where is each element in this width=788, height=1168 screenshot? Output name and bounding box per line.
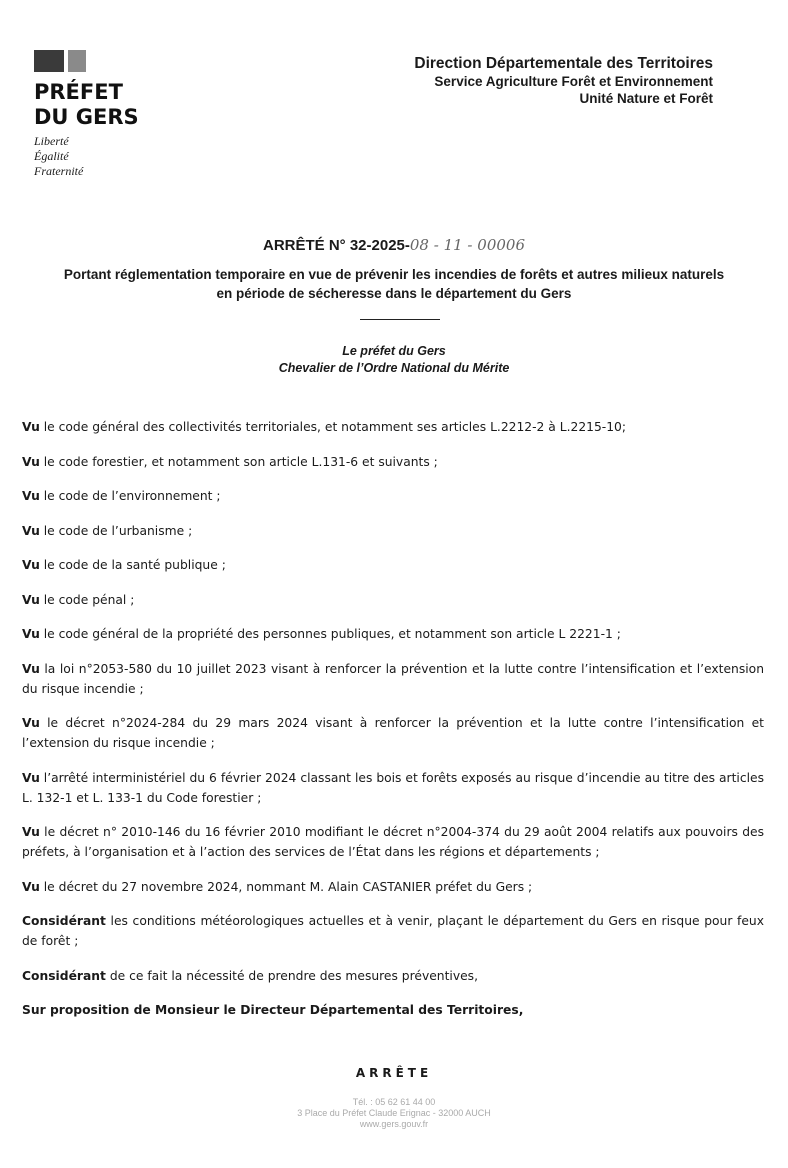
footer-address: 3 Place du Préfet Claude Erignac - 32000 AUCH xyxy=(297,1108,491,1118)
marianne-logo-icon xyxy=(34,50,139,72)
visa-paragraph xyxy=(22,624,764,644)
visa-paragraph xyxy=(22,877,764,897)
footer xyxy=(0,1097,788,1130)
motto-line: Fraternité xyxy=(34,164,84,178)
motto xyxy=(34,134,139,179)
paragraph-lead: Considérant xyxy=(22,968,106,983)
service: Service Agriculture Forêt et Environnement xyxy=(434,74,713,89)
paragraph-text: le code de l’environnement ; xyxy=(39,489,221,503)
paragraph-lead: Vu xyxy=(22,454,40,469)
paragraph-text: le décret n° 2010-146 du 16 février 2010 modifiant le décret n°2004-374 du 29 août 2004 relatifs aux pouvoirs des préfets, à l’organisation et à l’action des services de l’État dans les régions et départements ; xyxy=(22,825,764,859)
footer-website[interactable]: www.gers.gouv.fr xyxy=(359,1119,429,1129)
paragraph-lead: Vu xyxy=(22,716,40,730)
paragraph-lead: Vu xyxy=(22,523,40,538)
visas xyxy=(22,417,764,1035)
paragraph-lead: Vu xyxy=(22,592,40,607)
decree-title xyxy=(0,236,788,254)
paragraph-text: les conditions météorologiques actuelles et à venir, plaçant le département du Gers en risque pour feux de forêt ; xyxy=(22,914,764,948)
paragraph-lead: Vu xyxy=(22,489,40,503)
prefet-heading xyxy=(0,343,788,377)
paragraph-text: le décret du 27 novembre 2024, nommant M. Alain CASTANIER préfet du Gers ; xyxy=(39,879,533,894)
paragraph-text: le code général de la propriété des personnes publiques, et notamment son article L 2221-1 ; xyxy=(39,627,621,641)
visa-paragraph xyxy=(22,486,764,506)
paragraph-lead: Sur proposition de Monsieur le Directeur Départemental des Territoires, xyxy=(22,1003,524,1017)
paragraph-text: le code de la santé publique ; xyxy=(39,558,226,572)
prefet-name: Le préfet du Gers xyxy=(342,344,446,358)
handwritten-number: 08 - 11 - 00006 xyxy=(409,236,525,254)
visa-paragraph xyxy=(22,590,764,610)
paragraph-lead: Vu xyxy=(22,558,40,572)
paragraph-lead: Vu xyxy=(22,420,40,434)
visa-paragraph xyxy=(22,822,764,862)
paragraph-text: l’arrêté interministériel du 6 février 2024 classant les bois et forêts exposés au risque d’incendie au titre des articles L. 132-1 et L. 133-1 du Code forestier ; xyxy=(22,770,764,805)
paragraph-text: la loi n°2053-580 du 10 juillet 2023 visant à renforcer la prévention et la lutte contre l’intensification et l’extension du risque incendie ; xyxy=(22,661,764,696)
visa-paragraph xyxy=(22,659,764,699)
divider xyxy=(360,319,440,320)
paragraph-lead: Vu xyxy=(22,627,40,641)
visa-paragraph xyxy=(22,966,764,986)
visa-paragraph xyxy=(22,417,764,437)
decree-subtitle: Portant réglementation temporaire en vue de prévenir les incendies de forêts et autres milieux naturels en période de sécheresse dans le département du Gers xyxy=(63,267,725,301)
motto-line: Liberté xyxy=(34,134,69,148)
visa-paragraph xyxy=(22,555,764,575)
paragraph-text: le code pénal ; xyxy=(39,592,135,607)
decision-heading: ARRÊTE xyxy=(355,1066,433,1080)
visa-paragraph xyxy=(22,1000,764,1020)
paragraph-lead: Vu xyxy=(22,770,40,785)
footer-phone: Tél. : 05 62 61 44 00 xyxy=(352,1097,436,1107)
paragraph-lead: Considérant xyxy=(22,914,106,928)
issuing-service xyxy=(414,54,713,107)
visa-paragraph xyxy=(22,713,764,753)
paragraph-text: le code général des collectivités territoriales, et notamment ses articles L.2212-2 à L.2215-10; xyxy=(39,420,627,434)
paragraph-text: de ce fait la nécessité de prendre des mesures préventives, xyxy=(105,968,478,983)
prefet-title: Chevalier de l’Ordre National du Mérite xyxy=(278,361,510,375)
motto-line: Égalité xyxy=(34,149,69,163)
visa-paragraph xyxy=(22,521,764,541)
logo-title xyxy=(34,80,139,130)
paragraph-lead: Vu xyxy=(22,661,40,676)
direction: Direction Départementale des Territoires xyxy=(414,55,713,72)
logo-line-1: PRÉFET xyxy=(34,80,123,104)
paragraph-text: le code forestier, et notamment son article L.131-6 et suivants ; xyxy=(39,454,438,469)
decree-number: ARRÊTÉ N° 32-2025- xyxy=(263,237,410,254)
visa-paragraph xyxy=(22,768,764,808)
paragraph-text: le code de l’urbanisme ; xyxy=(39,523,193,538)
paragraph-lead: Vu xyxy=(22,825,40,839)
visa-paragraph xyxy=(22,452,764,472)
paragraph-lead: Vu xyxy=(22,879,40,894)
visa-paragraph xyxy=(22,911,764,951)
prefecture-logo xyxy=(34,50,139,179)
unit: Unité Nature et Forêt xyxy=(579,91,713,106)
logo-line-2: DU GERS xyxy=(34,105,139,129)
paragraph-text: le décret n°2024-284 du 29 mars 2024 visant à renforcer la prévention et la lutte contre l’intensification et l’extension du risque incendie ; xyxy=(22,716,764,750)
